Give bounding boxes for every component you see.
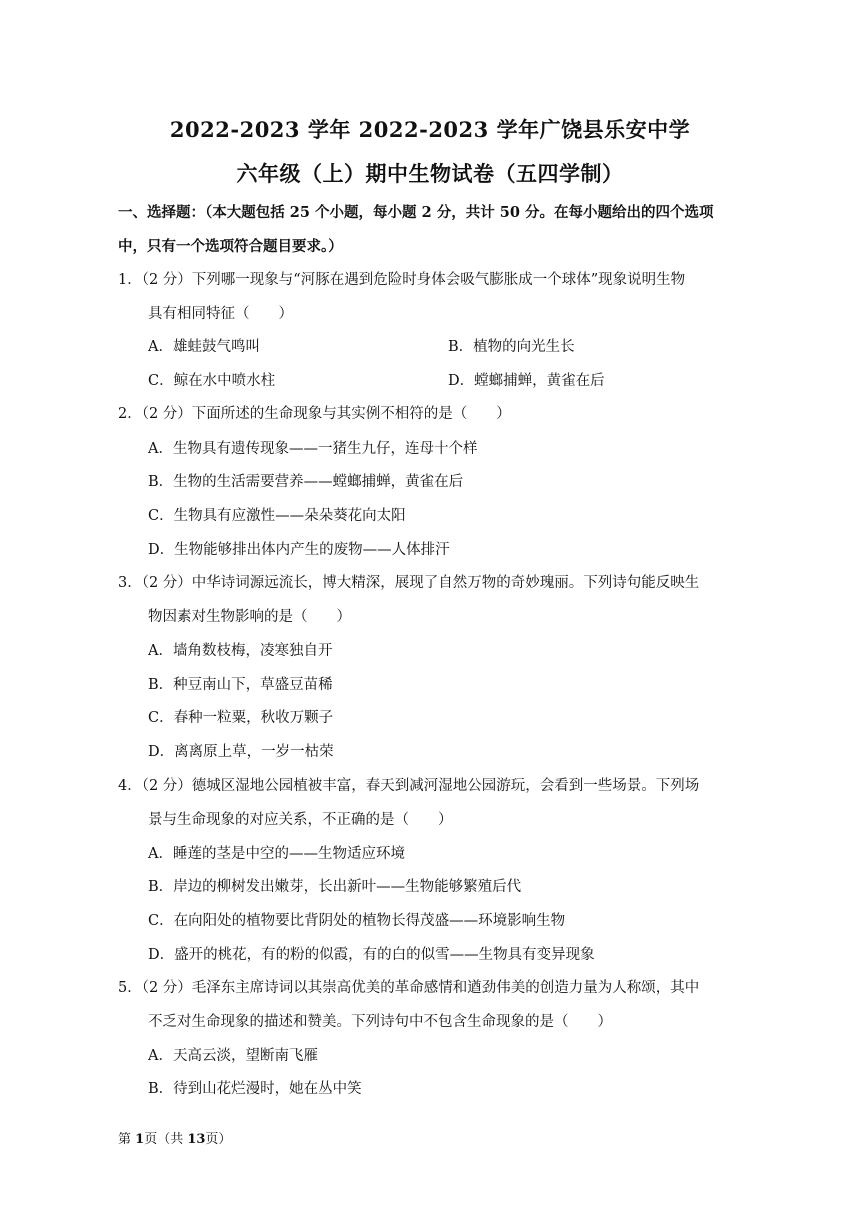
page-footer	[118, 1128, 231, 1147]
question-4-option-b: B．岸边的柳树发出嫩芽，长出新叶——生物能够繁殖后代	[148, 879, 522, 895]
page-footer-prefix: 第	[118, 1132, 136, 1147]
question-5-option-b: B．待到山花烂漫时，她在丛中笑	[148, 1081, 362, 1097]
question-4-line1: 4．（2 分）德城区湿地公园植被丰富，春天到减河湿地公园游玩，会看到一些场景。下列场	[118, 778, 700, 794]
question-2-option-c: C．生物具有应激性——朵朵葵花向太阳	[148, 508, 406, 524]
page-total: 13	[187, 1132, 206, 1147]
question-1-stem	[118, 263, 742, 331]
question-5-option-a: A．天高云淡，望断南飞雁	[148, 1048, 318, 1064]
question-2-option-b: B．生物的生活需要营养——螳螂捕蝉，黄雀在后	[148, 474, 464, 490]
question-3-line2: 物因素对生物影响的是（ ）	[148, 609, 351, 625]
question-4-line2: 景与生命现象的对应关系，不正确的是（ ）	[148, 812, 453, 828]
question-2-option-a: A．生物具有遗传现象——一猪生九仔，连母十个样	[148, 441, 478, 457]
question-1-option-b: B．植物的向光生长	[448, 339, 575, 355]
question-3-line1: 3．（2 分）中华诗词源远流长，博大精深，展现了自然万物的奇妙瑰丽。下列诗句能反映生	[118, 575, 700, 591]
question-1-option-c: C．鲸在水中喷水柱	[148, 373, 276, 389]
section-heading-line1: 一、选择题：（本大题包括 25 个小题，每小题 2 分，共计 50 分。在每小题给出的四个选项	[118, 204, 714, 221]
exam-title-line2: 六年级（上）期中生物试卷（五四学制）	[236, 161, 624, 186]
question-3-option-b: B．种豆南山下，草盛豆苗稀	[148, 677, 333, 693]
question-2-stem	[118, 397, 742, 431]
question-5-line2: 不乏对生命现象的描述和赞美。下列诗句中不包含生命现象的是（ ）	[148, 1014, 612, 1030]
question-5-line1: 5．（2 分）毛泽东主席诗词以其崇高优美的革命感情和遒劲伟美的创造力量为人称颂，其中	[118, 980, 700, 996]
question-2-option-d: D．生物能够排出体内产生的废物——人体排汗	[148, 542, 450, 558]
page-footer-suffix: 页）	[205, 1132, 232, 1147]
question-4-option-c: C．在向阳处的植物要比背阴处的植物长得茂盛——环境影响生物	[148, 913, 566, 929]
question-1-line1: 1．（2 分）下列哪一现象与“河豚在遇到危险时身体会吸气膨胀成一个球体”现象说明生物	[118, 272, 686, 288]
question-1-option-a: A．雄蛙鼓气鸣叫	[148, 339, 260, 355]
question-3-option-d: D．离离原上草，一岁一枯荣	[148, 744, 334, 760]
question-4-option-d: D．盛开的桃花，有的粉的似霞，有的白的似雪——生物具有变异现象	[148, 947, 595, 963]
exam-title-line1: 2022-2023 学年 2022-2023 学年广饶县乐安中学	[169, 117, 691, 142]
question-3-stem	[118, 566, 742, 634]
page-footer-mid: 页（共	[144, 1132, 188, 1147]
section-heading-line2: 中，只有一个选项符合题目要求。）	[118, 238, 343, 255]
question-3-option-c: C．春种一粒粟，秋收万颗子	[148, 710, 334, 726]
section-heading	[118, 196, 738, 264]
question-4-stem	[118, 769, 742, 837]
question-2-line1: 2．（2 分）下面所述的生命现象与其实例不相符的是（ ）	[118, 406, 511, 422]
question-3-option-a: A．墙角数枝梅，凌寒独自开	[148, 643, 333, 659]
page-number: 1	[135, 1132, 145, 1147]
question-4-option-a: A．睡莲的茎是中空的——生物适应环境	[148, 846, 405, 862]
question-1-line2: 具有相同特征（ ）	[148, 306, 293, 322]
question-1-option-d: D．螳螂捕蝉，黄雀在后	[448, 373, 605, 389]
question-5-stem	[118, 971, 742, 1039]
